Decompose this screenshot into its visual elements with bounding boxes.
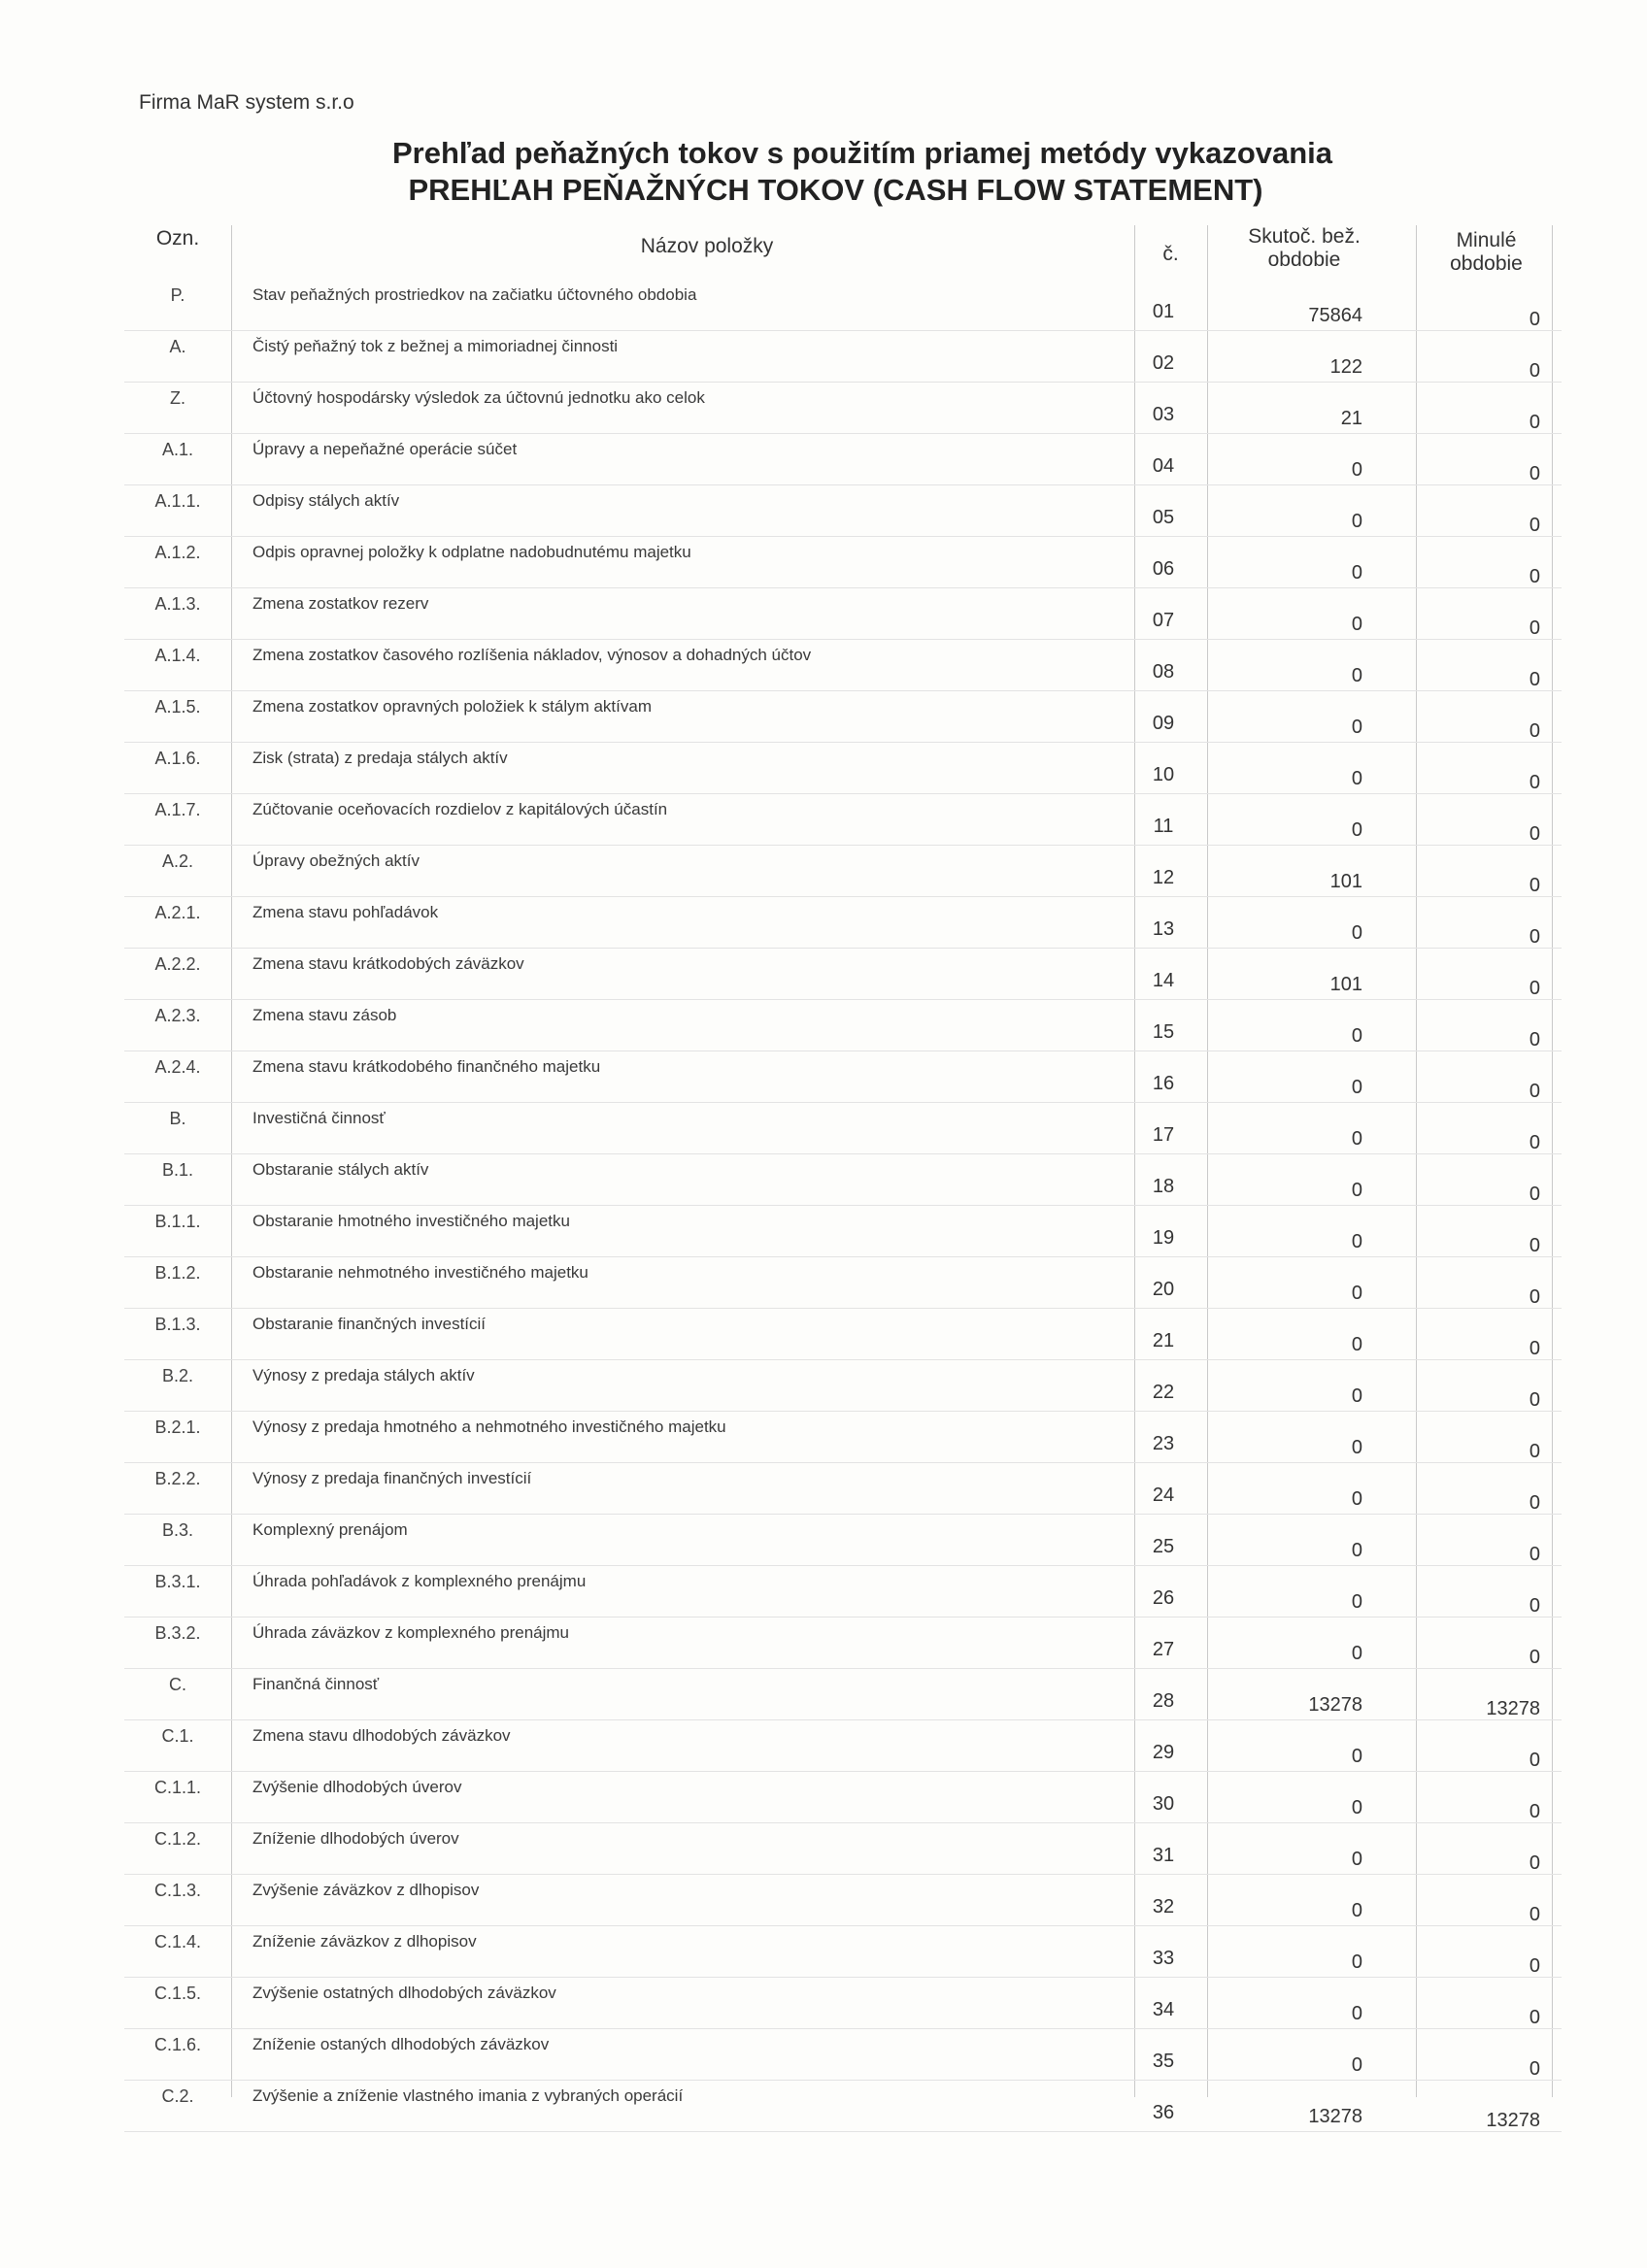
- row-number: 07: [1152, 610, 1175, 631]
- table-row: [124, 1515, 1562, 1566]
- row-previous-value: 0: [1529, 823, 1540, 845]
- row-item-name: Zvýšenie záväzkov z dlhopisov: [252, 1881, 480, 1899]
- row-number: 17: [1152, 1124, 1175, 1146]
- row-number: 16: [1152, 1073, 1175, 1094]
- row-previous-value: 0: [1529, 617, 1540, 639]
- row-previous-value: 0: [1529, 1750, 1540, 1771]
- row-item-name: Zníženie záväzkov z dlhopisov: [252, 1932, 477, 1951]
- table-row: [124, 383, 1562, 434]
- row-number: 29: [1152, 1742, 1175, 1763]
- row-designation: A.2.2.: [154, 954, 201, 974]
- row-designation: A.2.4.: [154, 1057, 201, 1077]
- row-designation: B.2.: [161, 1366, 194, 1385]
- row-current-value: 0: [1351, 1231, 1362, 1252]
- row-designation: C.2.: [161, 2086, 194, 2106]
- row-item-name: Zúčtovanie oceňovacích rozdielov z kapitálových účastín: [252, 800, 668, 818]
- cash-flow-table: [124, 216, 1562, 2131]
- row-designation: B.3.: [161, 1520, 194, 1540]
- table-row: [124, 280, 1562, 331]
- row-number: 32: [1152, 1896, 1175, 1918]
- row-item-name: Účtovný hospodársky výsledok za účtovnú jednotku ako celok: [252, 388, 705, 407]
- row-item-name: Investičná činnosť: [252, 1109, 386, 1127]
- row-current-value: 0: [1351, 1283, 1362, 1304]
- row-current-value: 101: [1329, 974, 1362, 995]
- table-row: [124, 1669, 1562, 1720]
- row-current-value: 0: [1351, 511, 1362, 532]
- row-current-value: 0: [1351, 922, 1362, 944]
- row-number: 22: [1152, 1382, 1175, 1403]
- row-designation: A.1.6.: [154, 749, 201, 768]
- row-current-value: 0: [1351, 562, 1362, 584]
- row-previous-value: 0: [1529, 772, 1540, 793]
- row-number: 28: [1152, 1690, 1175, 1712]
- row-current-value: 122: [1329, 356, 1362, 378]
- row-designation: B.: [169, 1109, 186, 1128]
- row-previous-value: 0: [1529, 515, 1540, 536]
- table-row: [124, 434, 1562, 485]
- row-current-value: 0: [1351, 2003, 1362, 2024]
- row-current-value: 0: [1351, 1488, 1362, 1510]
- row-current-value: 0: [1351, 665, 1362, 686]
- row-designation: C.1.4.: [153, 1932, 202, 1951]
- row-designation: C.1.6.: [153, 2035, 202, 2054]
- row-designation: C.1.: [161, 1726, 194, 1746]
- table-row: [124, 743, 1562, 794]
- row-item-name: Zisk (strata) z predaja stálych aktív: [252, 749, 508, 767]
- row-current-value: 0: [1351, 1540, 1362, 1561]
- row-previous-value: 0: [1529, 1081, 1540, 1102]
- row-current-value: 0: [1351, 1077, 1362, 1098]
- row-item-name: Zmena zostatkov opravných položiek k stálym aktívam: [252, 697, 652, 716]
- row-number: 25: [1152, 1536, 1175, 1557]
- row-previous-value: 0: [1529, 1492, 1540, 1514]
- row-current-value: 0: [1351, 717, 1362, 738]
- row-number: 11: [1153, 816, 1174, 837]
- row-item-name: Zmena stavu zásob: [252, 1006, 397, 1024]
- header-name: Názov položky: [640, 235, 774, 257]
- row-current-value: 13278: [1308, 2106, 1362, 2127]
- row-number: 10: [1152, 764, 1175, 785]
- table-row: [124, 846, 1562, 897]
- row-item-name: Odpisy stálych aktív: [252, 491, 400, 510]
- row-number: 09: [1152, 713, 1175, 734]
- row-number: 31: [1152, 1845, 1175, 1866]
- row-designation: B.3.2.: [154, 1623, 201, 1643]
- row-current-value: 0: [1351, 1128, 1362, 1150]
- table-row: [124, 1360, 1562, 1412]
- row-current-value: 75864: [1308, 305, 1362, 326]
- row-previous-value: 0: [1529, 1132, 1540, 1153]
- row-item-name: Zmena stavu pohľadávok: [252, 903, 439, 921]
- row-previous-value: 0: [1529, 1955, 1540, 1977]
- table-row: [124, 1926, 1562, 1978]
- row-number: 14: [1152, 970, 1175, 991]
- row-item-name: Výnosy z predaja hmotného a nehmotného investičného majetku: [252, 1418, 726, 1436]
- table-row: [124, 1720, 1562, 1772]
- row-current-value: 13278: [1308, 1694, 1362, 1716]
- row-previous-value: 0: [1529, 875, 1540, 896]
- row-item-name: Obstaranie nehmotného investičného majetku: [252, 1263, 588, 1282]
- header-previous-period: Minulé obdobie: [1450, 229, 1523, 275]
- row-previous-value: 0: [1529, 720, 1540, 742]
- row-designation: C.1.2.: [153, 1829, 202, 1849]
- row-designation: A.1.2.: [154, 543, 201, 562]
- row-number: 15: [1152, 1021, 1175, 1043]
- table-row: [124, 1463, 1562, 1515]
- row-number: 30: [1152, 1793, 1175, 1815]
- row-current-value: 0: [1351, 1900, 1362, 1921]
- row-previous-value: 0: [1529, 412, 1540, 433]
- row-previous-value: 0: [1529, 978, 1540, 999]
- row-designation: B.1.: [161, 1160, 194, 1180]
- table-row: [124, 1309, 1562, 1360]
- row-current-value: 0: [1351, 768, 1362, 789]
- firm-name: Firma MaR system s.r.o: [139, 91, 354, 114]
- row-item-name: Úhrada záväzkov z komplexného prenájmu: [252, 1623, 570, 1642]
- row-item-name: Úpravy obežných aktív: [252, 851, 420, 870]
- row-current-value: 0: [1351, 1746, 1362, 1767]
- row-previous-value: 0: [1529, 1852, 1540, 1874]
- table-row: [124, 2029, 1562, 2081]
- table-row: [124, 794, 1562, 846]
- row-previous-value: 0: [1529, 1338, 1540, 1359]
- table-row: [124, 1051, 1562, 1103]
- table-row: [124, 949, 1562, 1000]
- row-current-value: 0: [1351, 459, 1362, 481]
- table-row: [124, 537, 1562, 588]
- row-designation: B.3.1.: [154, 1572, 201, 1591]
- row-item-name: Zvýšenie dlhodobých úverov: [252, 1778, 462, 1796]
- row-previous-value: 0: [1529, 926, 1540, 948]
- table-row: [124, 691, 1562, 743]
- row-previous-value: 0: [1529, 1544, 1540, 1565]
- row-number: 03: [1152, 404, 1175, 425]
- row-previous-value: 13278: [1486, 1698, 1540, 1719]
- row-designation: B.1.1.: [154, 1212, 201, 1231]
- row-previous-value: 0: [1529, 309, 1540, 330]
- row-previous-value: 0: [1529, 463, 1540, 484]
- row-previous-value: 0: [1529, 1235, 1540, 1256]
- row-designation: A.1.7.: [154, 800, 201, 819]
- row-number: 24: [1152, 1484, 1175, 1506]
- table-row: [124, 485, 1562, 537]
- row-designation: B.1.3.: [154, 1315, 201, 1334]
- row-designation: B.2.1.: [154, 1418, 201, 1437]
- row-item-name: Zvýšenie ostatných dlhodobých záväzkov: [252, 1984, 556, 2002]
- row-previous-value: 0: [1529, 1441, 1540, 1462]
- row-item-name: Odpis opravnej položky k odplatne nadobudnutému majetku: [252, 543, 691, 561]
- row-previous-value: 0: [1529, 1647, 1540, 1668]
- row-number: 05: [1152, 507, 1175, 528]
- row-previous-value: 0: [1529, 1184, 1540, 1205]
- row-current-value: 101: [1329, 871, 1362, 892]
- table-body: [124, 280, 1562, 2132]
- row-designation: B.2.2.: [154, 1469, 201, 1488]
- row-number: 06: [1152, 558, 1175, 580]
- row-designation: C.1.5.: [153, 1984, 202, 2003]
- row-number: 13: [1152, 918, 1175, 940]
- table-row: [124, 1875, 1562, 1926]
- header-number: č.: [1162, 243, 1179, 265]
- row-previous-value: 0: [1529, 1801, 1540, 1822]
- row-number: 20: [1152, 1279, 1175, 1300]
- row-number: 12: [1152, 867, 1175, 888]
- header-current-period: Skutoč. bež. obdobie: [1248, 225, 1361, 271]
- row-current-value: 0: [1351, 1591, 1362, 1613]
- table-row: [124, 1206, 1562, 1257]
- row-current-value: 0: [1351, 1334, 1362, 1355]
- table-row: [124, 1566, 1562, 1618]
- table-row: [124, 1103, 1562, 1154]
- row-previous-value: 0: [1529, 1595, 1540, 1617]
- row-previous-value: 0: [1529, 566, 1540, 587]
- row-current-value: 0: [1351, 1385, 1362, 1407]
- row-current-value: 21: [1340, 408, 1362, 429]
- row-previous-value: 0: [1529, 1029, 1540, 1051]
- table-row: [124, 897, 1562, 949]
- row-item-name: Zvýšenie a zníženie vlastného imania z vybraných operácií: [252, 2086, 684, 2105]
- row-designation: C.1.1.: [153, 1778, 202, 1797]
- row-number: 19: [1152, 1227, 1175, 1249]
- row-number: 04: [1152, 455, 1175, 477]
- row-current-value: 0: [1351, 614, 1362, 635]
- row-item-name: Úpravy a nepeňažné operácie súčet: [252, 440, 518, 458]
- row-item-name: Zmena stavu krátkodobého finančného majetku: [252, 1057, 601, 1076]
- table-row: [124, 1823, 1562, 1875]
- row-number: 27: [1152, 1639, 1175, 1660]
- row-number: 08: [1152, 661, 1175, 683]
- row-current-value: 0: [1351, 1437, 1362, 1458]
- row-number: 26: [1152, 1587, 1175, 1609]
- header-ozn: Ozn.: [155, 227, 200, 250]
- row-current-value: 0: [1351, 1025, 1362, 1047]
- row-item-name: Zmena zostatkov rezerv: [252, 594, 429, 613]
- row-number: 35: [1152, 2051, 1175, 2072]
- row-previous-value: 0: [1529, 1904, 1540, 1925]
- row-designation: P.: [170, 285, 185, 305]
- table-row: [124, 1978, 1562, 2029]
- row-item-name: Čistý peňažný tok z bežnej a mimoriadnej činnosti: [252, 337, 619, 355]
- row-item-name: Úhrada pohľadávok z komplexného prenájmu: [252, 1572, 587, 1590]
- row-designation: A.1.: [161, 440, 194, 459]
- row-current-value: 0: [1351, 819, 1362, 841]
- table-row: [124, 1772, 1562, 1823]
- row-previous-value: 0: [1529, 360, 1540, 382]
- row-number: 21: [1152, 1330, 1175, 1351]
- table-row: [124, 1000, 1562, 1051]
- table-row: [124, 1257, 1562, 1309]
- row-number: 36: [1152, 2102, 1175, 2123]
- row-current-value: 0: [1351, 1643, 1362, 1664]
- row-item-name: Zníženie dlhodobých úverov: [252, 1829, 459, 1848]
- row-designation: A.2.: [161, 851, 194, 871]
- row-designation: A.1.3.: [154, 594, 201, 614]
- report-subtitle: PREHĽAH PEŇAŽNÝCH TOKOV (CASH FLOW STATEMENT): [408, 173, 1263, 207]
- row-number: 18: [1152, 1176, 1175, 1197]
- row-designation: C.: [169, 1675, 186, 1694]
- table-row: [124, 1154, 1562, 1206]
- row-current-value: 0: [1351, 2054, 1362, 2076]
- row-designation: A.1.1.: [154, 491, 201, 511]
- row-number: 02: [1152, 352, 1175, 374]
- row-current-value: 0: [1351, 1849, 1362, 1870]
- row-previous-value: 0: [1529, 1286, 1540, 1308]
- row-designation: A.2.1.: [154, 903, 201, 922]
- row-designation: A.2.3.: [154, 1006, 201, 1025]
- row-designation: A.1.5.: [154, 697, 201, 717]
- row-item-name: Zmena stavu dlhodobých záväzkov: [252, 1726, 511, 1745]
- row-designation: A.: [169, 337, 186, 356]
- row-designation: B.1.2.: [154, 1263, 201, 1283]
- row-number: 34: [1152, 1999, 1175, 2020]
- row-item-name: Finančná činnosť: [252, 1675, 380, 1693]
- table-row: [124, 640, 1562, 691]
- row-item-name: Obstaranie finančných investícií: [252, 1315, 487, 1333]
- row-previous-value: 0: [1529, 669, 1540, 690]
- row-previous-value: 0: [1529, 2058, 1540, 2080]
- row-number: 01: [1152, 301, 1175, 322]
- row-item-name: Výnosy z predaja finančných investícií: [252, 1469, 532, 1487]
- row-item-name: Zníženie ostaných dlhodobých záväzkov: [252, 2035, 550, 2053]
- row-designation: Z.: [170, 388, 185, 408]
- row-current-value: 0: [1351, 1797, 1362, 1818]
- row-item-name: Stav peňažných prostriedkov na začiatku účtovného obdobia: [252, 285, 697, 304]
- table-row: [124, 331, 1562, 383]
- row-number: 23: [1152, 1433, 1175, 1454]
- row-number: 33: [1152, 1948, 1175, 1969]
- row-item-name: Komplexný prenájom: [252, 1520, 408, 1539]
- table-row: [124, 588, 1562, 640]
- row-previous-value: 0: [1529, 1389, 1540, 1411]
- table-row: [124, 1412, 1562, 1463]
- row-item-name: Zmena zostatkov časového rozlíšenia nákladov, výnosov a dohadných účtov: [252, 646, 812, 664]
- report-title: Prehľad peňažných tokov s použitím priamej metódy vykazovania: [391, 136, 1333, 170]
- row-current-value: 0: [1351, 1951, 1362, 1973]
- row-designation: A.1.4.: [154, 646, 201, 665]
- row-previous-value: 0: [1529, 2007, 1540, 2028]
- row-previous-value: 13278: [1486, 2110, 1540, 2131]
- row-item-name: Zmena stavu krátkodobých záväzkov: [252, 954, 524, 973]
- row-current-value: 0: [1351, 1180, 1362, 1201]
- row-item-name: Výnosy z predaja stálych aktív: [252, 1366, 475, 1384]
- table-row: [124, 1618, 1562, 1669]
- row-item-name: Obstaranie hmotného investičného majetku: [252, 1212, 570, 1230]
- table-row: [124, 2081, 1562, 2132]
- row-item-name: Obstaranie stálych aktív: [252, 1160, 429, 1179]
- row-designation: C.1.3.: [153, 1881, 202, 1900]
